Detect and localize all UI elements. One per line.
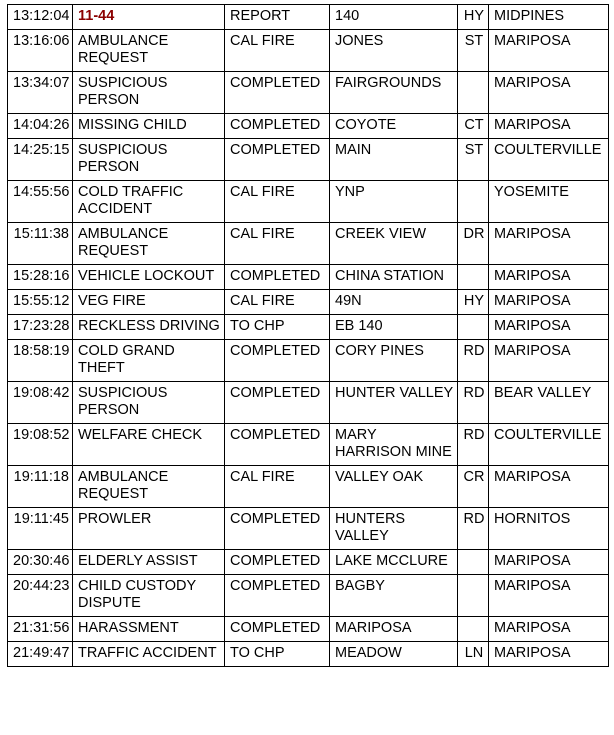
time-cell — [8, 114, 73, 139]
call-log-body — [8, 5, 609, 667]
disposition-cell — [225, 72, 330, 114]
street-cell — [330, 265, 458, 290]
street-cell — [330, 5, 458, 30]
disposition-cell — [225, 466, 330, 508]
disposition-cell — [225, 223, 330, 265]
city-text: MARIPOSA — [494, 318, 571, 334]
city-text: MARIPOSA — [494, 226, 571, 242]
city-cell — [489, 550, 609, 575]
street-text: 49N — [335, 293, 362, 309]
city-cell — [489, 340, 609, 382]
street-suffix-text: RD — [463, 343, 485, 359]
city-cell — [489, 30, 609, 72]
street-suffix-cell — [458, 5, 489, 30]
city-cell — [489, 466, 609, 508]
table-row — [8, 575, 609, 617]
table-row — [8, 617, 609, 642]
call-type-cell — [73, 5, 225, 30]
call-type-cell — [73, 223, 225, 265]
disposition-text: TO CHP — [230, 645, 285, 661]
city-cell — [489, 617, 609, 642]
time-text: 15:11:38 — [13, 226, 69, 242]
street-cell — [330, 114, 458, 139]
disposition-cell — [225, 382, 330, 424]
call-type-text: AMBULANCE REQUEST — [78, 33, 169, 66]
disposition-cell — [225, 181, 330, 223]
call-type-text: VEG FIRE — [78, 293, 146, 309]
street-suffix-text: ST — [464, 33, 484, 49]
street-suffix-cell — [458, 466, 489, 508]
street-cell — [330, 139, 458, 181]
table-row — [8, 181, 609, 223]
city-text: MARIPOSA — [494, 578, 571, 594]
street-cell — [330, 290, 458, 315]
street-cell — [330, 181, 458, 223]
call-type-cell — [73, 382, 225, 424]
street-suffix-text: RD — [463, 511, 485, 527]
time-text: 19:11:18 — [13, 469, 69, 485]
disposition-cell — [225, 30, 330, 72]
call-type-text: SUSPICIOUS PERSON — [78, 385, 168, 418]
city-text: MARIPOSA — [494, 620, 571, 636]
call-type-text: WELFARE CHECK — [78, 427, 203, 443]
street-suffix-cell — [458, 315, 489, 340]
disposition-text: CAL FIRE — [230, 469, 295, 485]
call-type-cell — [73, 265, 225, 290]
city-cell — [489, 72, 609, 114]
call-type-text: VEHICLE LOCKOUT — [78, 268, 215, 284]
table-row — [8, 114, 609, 139]
street-cell — [330, 466, 458, 508]
disposition-text: COMPLETED — [230, 578, 321, 594]
city-text: YOSEMITE — [494, 184, 569, 200]
time-cell — [8, 181, 73, 223]
time-cell — [8, 575, 73, 617]
time-text: 14:25:15 — [13, 142, 70, 158]
street-text: JONES — [335, 33, 384, 49]
city-cell — [489, 181, 609, 223]
disposition-text: COMPLETED — [230, 268, 321, 284]
call-type-cell — [73, 550, 225, 575]
street-suffix-text: CT — [464, 117, 484, 133]
call-type-text: TRAFFIC ACCIDENT — [78, 645, 217, 661]
time-cell — [8, 550, 73, 575]
time-text: 21:49:47 — [13, 645, 70, 661]
time-cell — [8, 223, 73, 265]
city-cell — [489, 424, 609, 466]
street-suffix-text: ST — [464, 142, 484, 158]
street-suffix-cell — [458, 114, 489, 139]
time-cell — [8, 617, 73, 642]
street-cell — [330, 642, 458, 667]
time-cell — [8, 466, 73, 508]
time-text: 19:08:52 — [13, 427, 70, 443]
time-cell — [8, 382, 73, 424]
street-cell — [330, 508, 458, 550]
street-text: MEADOW — [335, 645, 402, 661]
disposition-text: CAL FIRE — [230, 33, 295, 49]
street-cell — [330, 382, 458, 424]
call-type-text: COLD TRAFFIC ACCIDENT — [78, 184, 184, 217]
table-row — [8, 139, 609, 181]
disposition-text: CAL FIRE — [230, 184, 295, 200]
street-suffix-cell — [458, 575, 489, 617]
call-type-text: PROWLER — [78, 511, 152, 527]
time-cell — [8, 642, 73, 667]
time-cell — [8, 315, 73, 340]
time-text: 19:08:42 — [13, 385, 70, 401]
street-suffix-cell — [458, 72, 489, 114]
time-cell — [8, 30, 73, 72]
street-suffix-cell — [458, 508, 489, 550]
call-type-cell — [73, 114, 225, 139]
table-row — [8, 382, 609, 424]
street-text: FAIRGROUNDS — [335, 75, 442, 91]
street-text: BAGBY — [335, 578, 385, 594]
time-cell — [8, 340, 73, 382]
time-text: 19:11:45 — [13, 511, 69, 527]
street-cell — [330, 617, 458, 642]
disposition-text: COMPLETED — [230, 427, 321, 443]
street-suffix-text: CR — [463, 469, 485, 485]
city-text: MIDPINES — [494, 8, 565, 24]
street-suffix-text: RD — [463, 385, 485, 401]
time-text: 17:23:28 — [13, 318, 70, 334]
disposition-text: COMPLETED — [230, 385, 321, 401]
disposition-cell — [225, 508, 330, 550]
city-text: BEAR VALLEY — [494, 385, 592, 401]
city-cell — [489, 508, 609, 550]
disposition-cell — [225, 642, 330, 667]
table-row — [8, 340, 609, 382]
city-text: COULTERVILLE — [494, 142, 602, 158]
street-text: MARIPOSA — [335, 620, 412, 636]
call-type-cell — [73, 617, 225, 642]
call-type-text: MISSING CHILD — [78, 117, 187, 133]
street-text: MAIN — [335, 142, 372, 158]
call-type-cell — [73, 642, 225, 667]
city-text: MARIPOSA — [494, 33, 571, 49]
street-cell — [330, 550, 458, 575]
street-suffix-cell — [458, 181, 489, 223]
call-type-cell — [73, 30, 225, 72]
call-log-table — [7, 4, 609, 667]
call-type-text: AMBULANCE REQUEST — [78, 469, 169, 502]
disposition-cell — [225, 290, 330, 315]
call-type-text: CHILD CUSTODY DISPUTE — [78, 578, 196, 611]
table-row — [8, 290, 609, 315]
street-suffix-cell — [458, 30, 489, 72]
city-text: MARIPOSA — [494, 553, 571, 569]
street-text: CREEK VIEW — [335, 226, 427, 242]
disposition-cell — [225, 340, 330, 382]
call-type-text: AMBULANCE REQUEST — [78, 226, 169, 259]
table-row — [8, 550, 609, 575]
call-type-cell — [73, 315, 225, 340]
disposition-text: COMPLETED — [230, 620, 321, 636]
time-text: 20:44:23 — [13, 578, 70, 594]
disposition-text: COMPLETED — [230, 142, 321, 158]
table-row — [8, 223, 609, 265]
time-cell — [8, 265, 73, 290]
city-cell — [489, 315, 609, 340]
call-type-cell — [73, 181, 225, 223]
city-text: MARIPOSA — [494, 645, 571, 661]
street-cell — [330, 72, 458, 114]
table-row — [8, 30, 609, 72]
street-suffix-cell — [458, 290, 489, 315]
table-row — [8, 5, 609, 30]
street-cell — [330, 340, 458, 382]
city-cell — [489, 265, 609, 290]
city-text: MARIPOSA — [494, 343, 571, 359]
call-type-cell — [73, 424, 225, 466]
time-text: 14:55:56 — [13, 184, 70, 200]
disposition-text: COMPLETED — [230, 511, 321, 527]
time-cell — [8, 508, 73, 550]
time-text: 13:34:07 — [13, 75, 70, 91]
street-cell — [330, 424, 458, 466]
street-suffix-cell — [458, 223, 489, 265]
disposition-text: COMPLETED — [230, 117, 321, 133]
street-suffix-cell — [458, 382, 489, 424]
disposition-cell — [225, 424, 330, 466]
street-suffix-text: HY — [463, 293, 485, 309]
disposition-cell — [225, 139, 330, 181]
time-text: 14:04:26 — [13, 117, 70, 133]
disposition-text: TO CHP — [230, 318, 285, 334]
city-cell — [489, 382, 609, 424]
call-type-text: ELDERLY ASSIST — [78, 553, 198, 569]
city-text: COULTERVILLE — [494, 427, 602, 443]
table-row — [8, 265, 609, 290]
call-type-text: SUSPICIOUS PERSON — [78, 75, 168, 108]
street-text: EB 140 — [335, 318, 383, 334]
disposition-text: REPORT — [230, 8, 291, 24]
disposition-text: COMPLETED — [230, 75, 321, 91]
table-row — [8, 466, 609, 508]
table-row — [8, 315, 609, 340]
street-text: 140 — [335, 8, 360, 24]
call-type-text: SUSPICIOUS PERSON — [78, 142, 168, 175]
street-text: YNP — [335, 184, 365, 200]
call-type-cell — [73, 466, 225, 508]
street-text: HUNTER VALLEY — [335, 385, 454, 401]
city-cell — [489, 114, 609, 139]
street-text: CORY PINES — [335, 343, 424, 359]
city-cell — [489, 5, 609, 30]
street-suffix-text: DR — [463, 226, 485, 242]
disposition-cell — [225, 575, 330, 617]
street-text: VALLEY OAK — [335, 469, 424, 485]
city-cell — [489, 223, 609, 265]
time-text: 15:55:12 — [13, 293, 70, 309]
disposition-cell — [225, 550, 330, 575]
call-type-cell — [73, 290, 225, 315]
call-type-text: HARASSMENT — [78, 620, 179, 636]
street-suffix-text: HY — [463, 8, 485, 24]
street-suffix-cell — [458, 550, 489, 575]
table-row — [8, 642, 609, 667]
call-type-cell — [73, 575, 225, 617]
street-cell — [330, 223, 458, 265]
street-suffix-cell — [458, 139, 489, 181]
street-text: MARY HARRISON MINE — [335, 427, 452, 460]
time-text: 13:16:06 — [13, 33, 70, 49]
time-text: 20:30:46 — [13, 553, 70, 569]
city-text: MARIPOSA — [494, 117, 571, 133]
call-type-cell — [73, 72, 225, 114]
street-cell — [330, 30, 458, 72]
street-text: LAKE MCCLURE — [335, 553, 448, 569]
street-suffix-cell — [458, 265, 489, 290]
disposition-text: COMPLETED — [230, 553, 321, 569]
disposition-cell — [225, 5, 330, 30]
city-cell — [489, 642, 609, 667]
street-cell — [330, 575, 458, 617]
city-text: HORNITOS — [494, 511, 571, 527]
disposition-text: CAL FIRE — [230, 226, 295, 242]
street-text: CHINA STATION — [335, 268, 445, 284]
street-suffix-text: LN — [464, 645, 484, 661]
table-row — [8, 508, 609, 550]
street-suffix-text: RD — [463, 427, 485, 443]
time-text: 18:58:19 — [13, 343, 70, 359]
city-text: MARIPOSA — [494, 293, 571, 309]
call-type-text: COLD GRAND THEFT — [78, 343, 175, 376]
table-row — [8, 424, 609, 466]
time-text: 13:12:04 — [13, 8, 70, 24]
time-cell — [8, 5, 73, 30]
city-cell — [489, 290, 609, 315]
call-type-text: 11-44 — [78, 8, 115, 24]
time-cell — [8, 424, 73, 466]
street-suffix-cell — [458, 424, 489, 466]
time-cell — [8, 290, 73, 315]
city-cell — [489, 575, 609, 617]
disposition-cell — [225, 265, 330, 290]
call-type-cell — [73, 508, 225, 550]
time-cell — [8, 72, 73, 114]
call-type-cell — [73, 340, 225, 382]
call-type-cell — [73, 139, 225, 181]
disposition-cell — [225, 617, 330, 642]
street-suffix-cell — [458, 340, 489, 382]
disposition-cell — [225, 315, 330, 340]
city-cell — [489, 139, 609, 181]
time-cell — [8, 139, 73, 181]
city-text: MARIPOSA — [494, 469, 571, 485]
call-type-text: RECKLESS DRIVING — [78, 318, 220, 334]
disposition-text: CAL FIRE — [230, 293, 295, 309]
city-text: MARIPOSA — [494, 268, 571, 284]
street-suffix-cell — [458, 617, 489, 642]
disposition-cell — [225, 114, 330, 139]
street-text: HUNTERS VALLEY — [335, 511, 406, 544]
street-text: COYOTE — [335, 117, 397, 133]
time-text: 15:28:16 — [13, 268, 70, 284]
street-suffix-cell — [458, 642, 489, 667]
city-text: MARIPOSA — [494, 75, 571, 91]
street-cell — [330, 315, 458, 340]
table-row — [8, 72, 609, 114]
disposition-text: COMPLETED — [230, 343, 321, 359]
time-text: 21:31:56 — [13, 620, 70, 636]
